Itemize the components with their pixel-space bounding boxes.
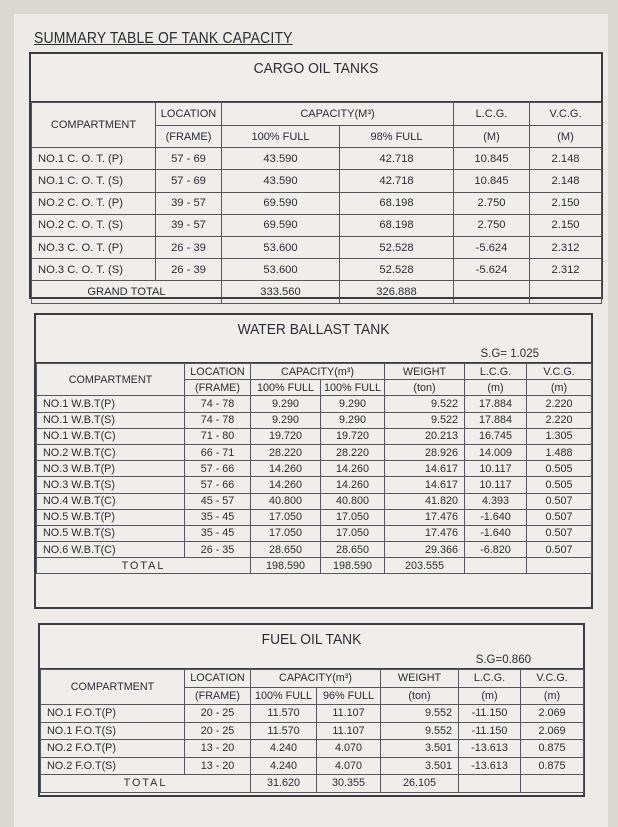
capacity-98-cell: 42.718 xyxy=(340,148,454,170)
compartment-cell: NO.5 W.B.T(S) xyxy=(37,525,185,541)
weight-cell: 17.476 xyxy=(385,525,465,541)
header-100-full: 100% FULL xyxy=(251,687,317,705)
capacity-98-cell: 68.198 xyxy=(340,192,454,214)
total-capacity-cell: 31.620 xyxy=(251,775,317,793)
weight-cell: 14.617 xyxy=(385,461,465,477)
vcg-cell: 0.875 xyxy=(521,757,584,775)
vcg-cell: 2.312 xyxy=(530,236,602,258)
frame-cell: 20 - 25 xyxy=(185,722,251,740)
fuel-oil-table xyxy=(40,669,584,793)
compartment-cell: NO.1 W.B.T(C) xyxy=(37,428,185,444)
vcg-cell: 2.220 xyxy=(527,396,592,412)
total-98-cell: 326.888 xyxy=(340,281,454,303)
water-ballast-tank-section xyxy=(34,313,593,609)
capacity-cell: 17.050 xyxy=(321,525,385,541)
lcg-cell: 16.745 xyxy=(465,428,527,444)
header-compartment: COMPARTMENT xyxy=(32,103,156,148)
capacity-100-cell: 43.590 xyxy=(222,148,340,170)
vcg-cell: 2.069 xyxy=(521,722,584,740)
vcg-cell: 0.507 xyxy=(527,542,592,558)
header-location: LOCATION xyxy=(156,103,222,126)
lcg-cell: -13.613 xyxy=(459,740,521,758)
capacity-100-cell: 43.590 xyxy=(222,170,340,192)
frame-cell: 57 - 69 xyxy=(156,148,222,170)
vcg-cell: 1.305 xyxy=(527,428,592,444)
header-vcg: V.C.G. xyxy=(527,364,592,380)
weight-cell: 9.552 xyxy=(381,705,459,723)
header-frame: (FRAME) xyxy=(156,126,222,148)
capacity-cell: 4.240 xyxy=(251,740,317,758)
table-row xyxy=(37,428,592,444)
capacity-cell: 28.220 xyxy=(251,444,321,460)
lcg-cell: -1.640 xyxy=(465,525,527,541)
water-ballast-table xyxy=(36,363,592,574)
compartment-cell: NO.6 W.B.T(C) xyxy=(37,542,185,558)
lcg-cell: -5.624 xyxy=(454,236,530,258)
lcg-cell: 10.117 xyxy=(465,461,527,477)
capacity-cell: 4.240 xyxy=(251,757,317,775)
capacity-cell: 11.107 xyxy=(317,705,381,723)
capacity-cell: 9.290 xyxy=(321,412,385,428)
water-section-header xyxy=(36,315,591,363)
compartment-cell: NO.3 W.B.T(S) xyxy=(37,477,185,493)
fuel-section-title: FUEL OIL TANK xyxy=(261,631,362,648)
frame-cell: 35 - 45 xyxy=(185,509,251,525)
header-98-full: 98% FULL xyxy=(340,126,454,148)
lcg-cell: -11.150 xyxy=(459,705,521,723)
lcg-cell: 14.009 xyxy=(465,444,527,460)
header-capacity: CAPACITY(m³) xyxy=(251,364,385,380)
table-row xyxy=(37,444,592,460)
capacity-cell: 11.107 xyxy=(317,722,381,740)
vcg-cell: 0.507 xyxy=(527,525,592,541)
capacity-100-cell: 69.590 xyxy=(222,192,340,214)
water-header-row-1 xyxy=(37,364,592,380)
weight-cell: 3.501 xyxy=(381,757,459,775)
header-lcg: L.C.G. xyxy=(459,670,521,688)
capacity-cell: 17.050 xyxy=(321,509,385,525)
table-row xyxy=(37,396,592,412)
vcg-cell: 2.220 xyxy=(527,412,592,428)
lcg-cell: 2.750 xyxy=(454,192,530,214)
header-lcg: L.C.G. xyxy=(454,103,530,126)
compartment-cell: NO.3 W.B.T(P) xyxy=(37,461,185,477)
lcg-cell: 10.845 xyxy=(454,170,530,192)
weight-cell: 9.552 xyxy=(381,722,459,740)
weight-cell: 9.522 xyxy=(385,412,465,428)
capacity-cell: 4.070 xyxy=(317,757,381,775)
weight-cell: 41.820 xyxy=(385,493,465,509)
header-capacity: CAPACITY(m³) xyxy=(251,670,381,688)
capacity-cell: 4.070 xyxy=(317,740,381,758)
weight-cell: 28.926 xyxy=(385,444,465,460)
capacity-cell: 11.570 xyxy=(251,722,317,740)
table-row xyxy=(32,148,602,170)
fuel-specific-gravity: S.G=0.860 xyxy=(475,654,531,666)
header-100-full-b: 100% FULL xyxy=(321,380,385,396)
frame-cell: 13 - 20 xyxy=(185,740,251,758)
table-row xyxy=(32,192,602,214)
table-row xyxy=(41,722,584,740)
total-label: TOTAL xyxy=(37,558,251,574)
cargo-oil-tanks-section xyxy=(29,52,603,299)
frame-cell: 45 - 57 xyxy=(185,493,251,509)
capacity-cell: 14.260 xyxy=(251,477,321,493)
total-label: TOTAL xyxy=(41,775,251,793)
weight-cell: 3.501 xyxy=(381,740,459,758)
lcg-cell: -13.613 xyxy=(459,757,521,775)
vcg-cell: 2.312 xyxy=(530,259,602,281)
capacity-cell: 11.570 xyxy=(251,705,317,723)
fuel-header-row-1 xyxy=(41,670,584,688)
total-capacity-cell: 198.590 xyxy=(251,558,321,574)
compartment-cell: NO.2 F.O.T(P) xyxy=(41,740,185,758)
header-weight-unit: (ton) xyxy=(385,380,465,396)
total-capacity-cell: 198.590 xyxy=(321,558,385,574)
compartment-cell: NO.5 W.B.T(P) xyxy=(37,509,185,525)
lcg-cell: 4.393 xyxy=(465,493,527,509)
total-row xyxy=(37,558,592,574)
frame-cell: 57 - 66 xyxy=(185,461,251,477)
capacity-cell: 19.720 xyxy=(251,428,321,444)
capacity-cell: 28.650 xyxy=(251,542,321,558)
vcg-cell: 2.150 xyxy=(530,214,602,236)
frame-cell: 57 - 69 xyxy=(156,170,222,192)
header-capacity: CAPACITY(M³) xyxy=(222,103,454,126)
capacity-cell: 19.720 xyxy=(321,428,385,444)
lcg-cell: 17.884 xyxy=(465,396,527,412)
total-row xyxy=(32,281,602,303)
table-row xyxy=(41,740,584,758)
frame-cell: 74 - 78 xyxy=(185,412,251,428)
weight-cell: 29.366 xyxy=(385,542,465,558)
water-specific-gravity: S.G= 1.025 xyxy=(480,348,539,360)
capacity-100-cell: 69.590 xyxy=(222,214,340,236)
header-frame: (FRAME) xyxy=(185,687,251,705)
header-location: LOCATION xyxy=(185,364,251,380)
total-weight-cell: 26.105 xyxy=(381,775,459,793)
compartment-cell: NO.2 W.B.T(C) xyxy=(37,444,185,460)
empty-cell xyxy=(521,775,584,793)
header-compartment: COMPARTMENT xyxy=(37,364,185,396)
header-lcg: L.C.G. xyxy=(465,364,527,380)
lcg-cell: 2.750 xyxy=(454,214,530,236)
table-row xyxy=(32,236,602,258)
header-lcg-unit: (m) xyxy=(459,687,521,705)
cargo-header-row-1 xyxy=(32,103,602,126)
compartment-cell: NO.3 C. O. T. (S) xyxy=(32,259,156,281)
header-weight: WEIGHT xyxy=(385,364,465,380)
compartment-cell: NO.2 F.O.T(S) xyxy=(41,757,185,775)
header-vcg-unit: (m) xyxy=(527,380,592,396)
water-section-title: WATER BALLAST TANK xyxy=(237,321,390,338)
cargo-section-header xyxy=(31,54,601,102)
frame-cell: 74 - 78 xyxy=(185,396,251,412)
compartment-cell: NO.1 C. O. T. (P) xyxy=(32,148,156,170)
weight-cell: 14.617 xyxy=(385,477,465,493)
weight-cell: 17.476 xyxy=(385,509,465,525)
frame-cell: 66 - 71 xyxy=(185,444,251,460)
capacity-cell: 14.260 xyxy=(321,461,385,477)
empty-cell xyxy=(530,281,602,303)
weight-cell: 20.213 xyxy=(385,428,465,444)
frame-cell: 26 - 39 xyxy=(156,236,222,258)
lcg-cell: 10.845 xyxy=(454,148,530,170)
table-row xyxy=(37,542,592,558)
vcg-cell: 0.507 xyxy=(527,509,592,525)
vcg-cell: 0.505 xyxy=(527,461,592,477)
capacity-100-cell: 53.600 xyxy=(222,259,340,281)
header-100-full: 100% FULL xyxy=(222,126,340,148)
total-label: GRAND TOTAL xyxy=(32,281,222,303)
cargo-table xyxy=(31,102,602,304)
capacity-98-cell: 52.528 xyxy=(340,259,454,281)
header-frame: (FRAME) xyxy=(185,380,251,396)
lcg-cell: 10.117 xyxy=(465,477,527,493)
total-row xyxy=(41,775,584,793)
capacity-cell: 9.290 xyxy=(251,396,321,412)
capacity-cell: 17.050 xyxy=(251,525,321,541)
header-lcg-unit: (m) xyxy=(465,380,527,396)
table-row xyxy=(37,461,592,477)
compartment-cell: NO.4 W.B.T(C) xyxy=(37,493,185,509)
frame-cell: 57 - 66 xyxy=(185,477,251,493)
compartment-cell: NO.1 W.B.T(S) xyxy=(37,412,185,428)
vcg-cell: 0.505 xyxy=(527,477,592,493)
table-row xyxy=(37,525,592,541)
header-compartment: COMPARTMENT xyxy=(41,670,185,705)
compartment-cell: NO.1 F.O.T(S) xyxy=(41,722,185,740)
table-row xyxy=(37,493,592,509)
header-vcg-unit: (M) xyxy=(530,126,602,148)
frame-cell: 13 - 20 xyxy=(185,757,251,775)
frame-cell: 71 - 80 xyxy=(185,428,251,444)
compartment-cell: NO.2 C. O. T. (S) xyxy=(32,214,156,236)
capacity-98-cell: 52.528 xyxy=(340,236,454,258)
empty-cell xyxy=(459,775,521,793)
empty-cell xyxy=(527,558,592,574)
vcg-cell: 0.875 xyxy=(521,740,584,758)
header-vcg-unit: (m) xyxy=(521,687,584,705)
capacity-cell: 28.650 xyxy=(321,542,385,558)
compartment-cell: NO.2 C. O. T. (P) xyxy=(32,192,156,214)
header-100-full: 100% FULL xyxy=(251,380,321,396)
empty-cell xyxy=(454,281,530,303)
header-lcg-unit: (M) xyxy=(454,126,530,148)
capacity-cell: 9.290 xyxy=(251,412,321,428)
capacity-cell: 17.050 xyxy=(251,509,321,525)
compartment-cell: NO.1 C. O. T. (S) xyxy=(32,170,156,192)
frame-cell: 26 - 35 xyxy=(185,542,251,558)
lcg-cell: -1.640 xyxy=(465,509,527,525)
frame-cell: 39 - 57 xyxy=(156,214,222,236)
total-capacity-cell: 30.355 xyxy=(317,775,381,793)
table-row xyxy=(37,509,592,525)
header-weight: WEIGHT xyxy=(381,670,459,688)
total-weight-cell: 203.555 xyxy=(385,558,465,574)
header-vcg: V.C.G. xyxy=(521,670,584,688)
cargo-section-title: CARGO OIL TANKS xyxy=(253,60,379,77)
header-location: LOCATION xyxy=(185,670,251,688)
frame-cell: 35 - 45 xyxy=(185,525,251,541)
vcg-cell: 2.150 xyxy=(530,192,602,214)
compartment-cell: NO.1 W.B.T(P) xyxy=(37,396,185,412)
fuel-oil-tank-section xyxy=(38,623,585,797)
header-96-full: 96% FULL xyxy=(317,687,381,705)
table-row xyxy=(41,757,584,775)
empty-cell xyxy=(465,558,527,574)
compartment-cell: NO.3 C. O. T. (P) xyxy=(32,236,156,258)
vcg-cell: 1.488 xyxy=(527,444,592,460)
page-title: SUMMARY TABLE OF TANK CAPACITY xyxy=(34,30,293,47)
weight-cell: 9.522 xyxy=(385,396,465,412)
capacity-100-cell: 53.600 xyxy=(222,236,340,258)
capacity-cell: 40.800 xyxy=(251,493,321,509)
capacity-98-cell: 68.198 xyxy=(340,214,454,236)
frame-cell: 20 - 25 xyxy=(185,705,251,723)
table-row xyxy=(32,170,602,192)
vcg-cell: 0.507 xyxy=(527,493,592,509)
lcg-cell: -6.820 xyxy=(465,542,527,558)
lcg-cell: -5.624 xyxy=(454,259,530,281)
capacity-cell: 40.800 xyxy=(321,493,385,509)
frame-cell: 39 - 57 xyxy=(156,192,222,214)
header-vcg: V.C.G. xyxy=(530,103,602,126)
vcg-cell: 2.148 xyxy=(530,148,602,170)
capacity-98-cell: 42.718 xyxy=(340,170,454,192)
capacity-cell: 14.260 xyxy=(321,477,385,493)
capacity-cell: 9.290 xyxy=(321,396,385,412)
header-weight-unit: (ton) xyxy=(381,687,459,705)
table-row xyxy=(37,412,592,428)
vcg-cell: 2.148 xyxy=(530,170,602,192)
table-row xyxy=(32,214,602,236)
table-row xyxy=(32,259,602,281)
total-100-cell: 333.560 xyxy=(222,281,340,303)
frame-cell: 26 - 39 xyxy=(156,259,222,281)
fuel-section-header xyxy=(40,625,583,669)
compartment-cell: NO.1 F.O.T(P) xyxy=(41,705,185,723)
vcg-cell: 2.069 xyxy=(521,705,584,723)
lcg-cell: -11.150 xyxy=(459,722,521,740)
table-row xyxy=(37,477,592,493)
lcg-cell: 17.884 xyxy=(465,412,527,428)
capacity-cell: 28.220 xyxy=(321,444,385,460)
table-row xyxy=(41,705,584,723)
capacity-cell: 14.260 xyxy=(251,461,321,477)
